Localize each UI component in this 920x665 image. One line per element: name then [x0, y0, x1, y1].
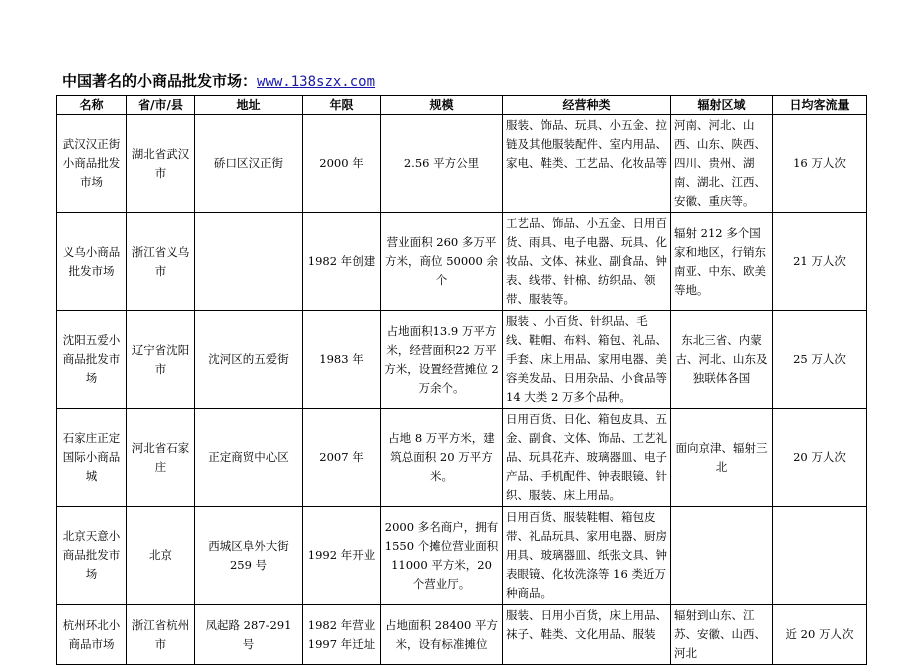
cell-year: 1982 年创建 — [303, 213, 381, 311]
cell-traffic: 25 万人次 — [773, 311, 867, 409]
cell-address — [195, 213, 303, 311]
table-row — [57, 605, 867, 665]
cell-scale: 占地面积13.9 万平方米，经营面积22 万平方米，设置经营摊位 2 万余个。 — [381, 311, 503, 409]
cell-region: 河南、河北、山西、山东、陕西、四川、贵州、湖南、湖北、江西、安徽、重庆等。 — [671, 115, 773, 213]
cell-categories: 日用百货、服装鞋帽、箱包皮带、礼品玩具、家用电器、厨房用具、玻璃器皿、纸张文具、钟表眼镜、化妆洗涤等 16 类近万种商品。 — [503, 507, 671, 605]
cell-name: 北京天意小商品批发市场 — [57, 507, 127, 605]
cell-address: 西城区阜外大街 259 号 — [195, 507, 303, 605]
website-link[interactable]: www.138szx.com — [257, 74, 376, 90]
cell-region — [671, 507, 773, 605]
table-row — [57, 409, 867, 507]
cell-year: 1992 年开业 — [303, 507, 381, 605]
cell-scale: 占地 8 万平方米，建筑总面积 20 万平方米。 — [381, 409, 503, 507]
header-region: 辐射区域 — [671, 96, 773, 115]
cell-region: 东北三省、内蒙古、河北、山东及独联体各国 — [671, 311, 773, 409]
cell-traffic: 20 万人次 — [773, 409, 867, 507]
table-row — [57, 311, 867, 409]
table-row — [57, 507, 867, 605]
cell-province: 辽宁省沈阳市 — [127, 311, 195, 409]
header-address: 地址 — [195, 96, 303, 115]
header-categories: 经营种类 — [503, 96, 671, 115]
cell-address: 硚口区汉正街 — [195, 115, 303, 213]
cell-year: 1983 年 — [303, 311, 381, 409]
header-province: 省/市/县 — [127, 96, 195, 115]
cell-region: 面向京津、辐射三北 — [671, 409, 773, 507]
header-scale: 规模 — [381, 96, 503, 115]
cell-year: 2007 年 — [303, 409, 381, 507]
table-row — [57, 115, 867, 213]
cell-region: 辐射 212 多个国家和地区，行销东南亚、中东、欧美等地。 — [671, 213, 773, 311]
cell-name: 沈阳五爱小商品批发市场 — [57, 311, 127, 409]
cell-scale: 营业面积 260 多万平方米，商位 50000 余个 — [381, 213, 503, 311]
cell-scale: 占地面积 28400 平方米，设有标准摊位 — [381, 605, 503, 665]
cell-province: 河北省石家庄 — [127, 409, 195, 507]
cell-address: 凤起路 287-291 号 — [195, 605, 303, 665]
cell-name: 义乌小商品批发市场 — [57, 213, 127, 311]
table-row — [57, 213, 867, 311]
page-title-text: 中国著名的小商品批发市场： — [62, 72, 258, 90]
cell-province: 北京 — [127, 507, 195, 605]
page-title — [62, 70, 375, 91]
cell-province: 浙江省杭州市 — [127, 605, 195, 665]
cell-year: 2000 年 — [303, 115, 381, 213]
cell-name: 武汉汉正街小商品批发市场 — [57, 115, 127, 213]
header-name: 名称 — [57, 96, 127, 115]
table-header-row — [57, 96, 867, 115]
cell-categories: 服装 、小百货、针织品、毛线、鞋帽、布料、箱包、礼品、手套、床上用品、家用电器、美容美发品、日用杂品、小食品等14 大类 2 万多个品种。 — [503, 311, 671, 409]
cell-categories: 服装、日用小百货，床上用品、袜子、鞋类、文化用品、服装 — [503, 605, 671, 665]
header-traffic: 日均客流量 — [773, 96, 867, 115]
cell-province: 浙江省义乌市 — [127, 213, 195, 311]
cell-address: 正定商贸中心区 — [195, 409, 303, 507]
cell-region: 辐射到山东、江苏、安徽、山西、河北 — [671, 605, 773, 665]
cell-name: 石家庄正定国际小商品城 — [57, 409, 127, 507]
cell-scale: 2.56 平方公里 — [381, 115, 503, 213]
cell-traffic: 21 万人次 — [773, 213, 867, 311]
cell-province: 湖北省武汉市 — [127, 115, 195, 213]
cell-scale: 2000 多名商户，拥有 1550 个摊位营业面积 11000 平方米，20 个营业厅。 — [381, 507, 503, 605]
cell-traffic: 16 万人次 — [773, 115, 867, 213]
cell-categories: 日用百货、日化、箱包皮具、五金、副食、文体、饰品、工艺礼品、玩具花卉、玻璃器皿、电子产品、手机配件、钟表眼镜、针织、服装、床上用品。 — [503, 409, 671, 507]
cell-address: 沈河区的五爱街 — [195, 311, 303, 409]
cell-categories: 工艺品、饰品、小五金、日用百货、雨具、电子电器、玩具、化妆品、文体、袜业、副食品、钟表、线带、针棉、纺织品、领带、服装等。 — [503, 213, 671, 311]
market-table — [56, 95, 867, 665]
cell-categories: 服装、饰品、玩具、小五金、拉链及其他服装配件、室内用品、家电、鞋类、工艺品、化妆品等 — [503, 115, 671, 213]
header-year: 年限 — [303, 96, 381, 115]
cell-traffic: 近 20 万人次 — [773, 605, 867, 665]
cell-year: 1982 年营业 1997 年迁址 — [303, 605, 381, 665]
cell-name: 杭州环北小商品市场 — [57, 605, 127, 665]
cell-traffic — [773, 507, 867, 605]
